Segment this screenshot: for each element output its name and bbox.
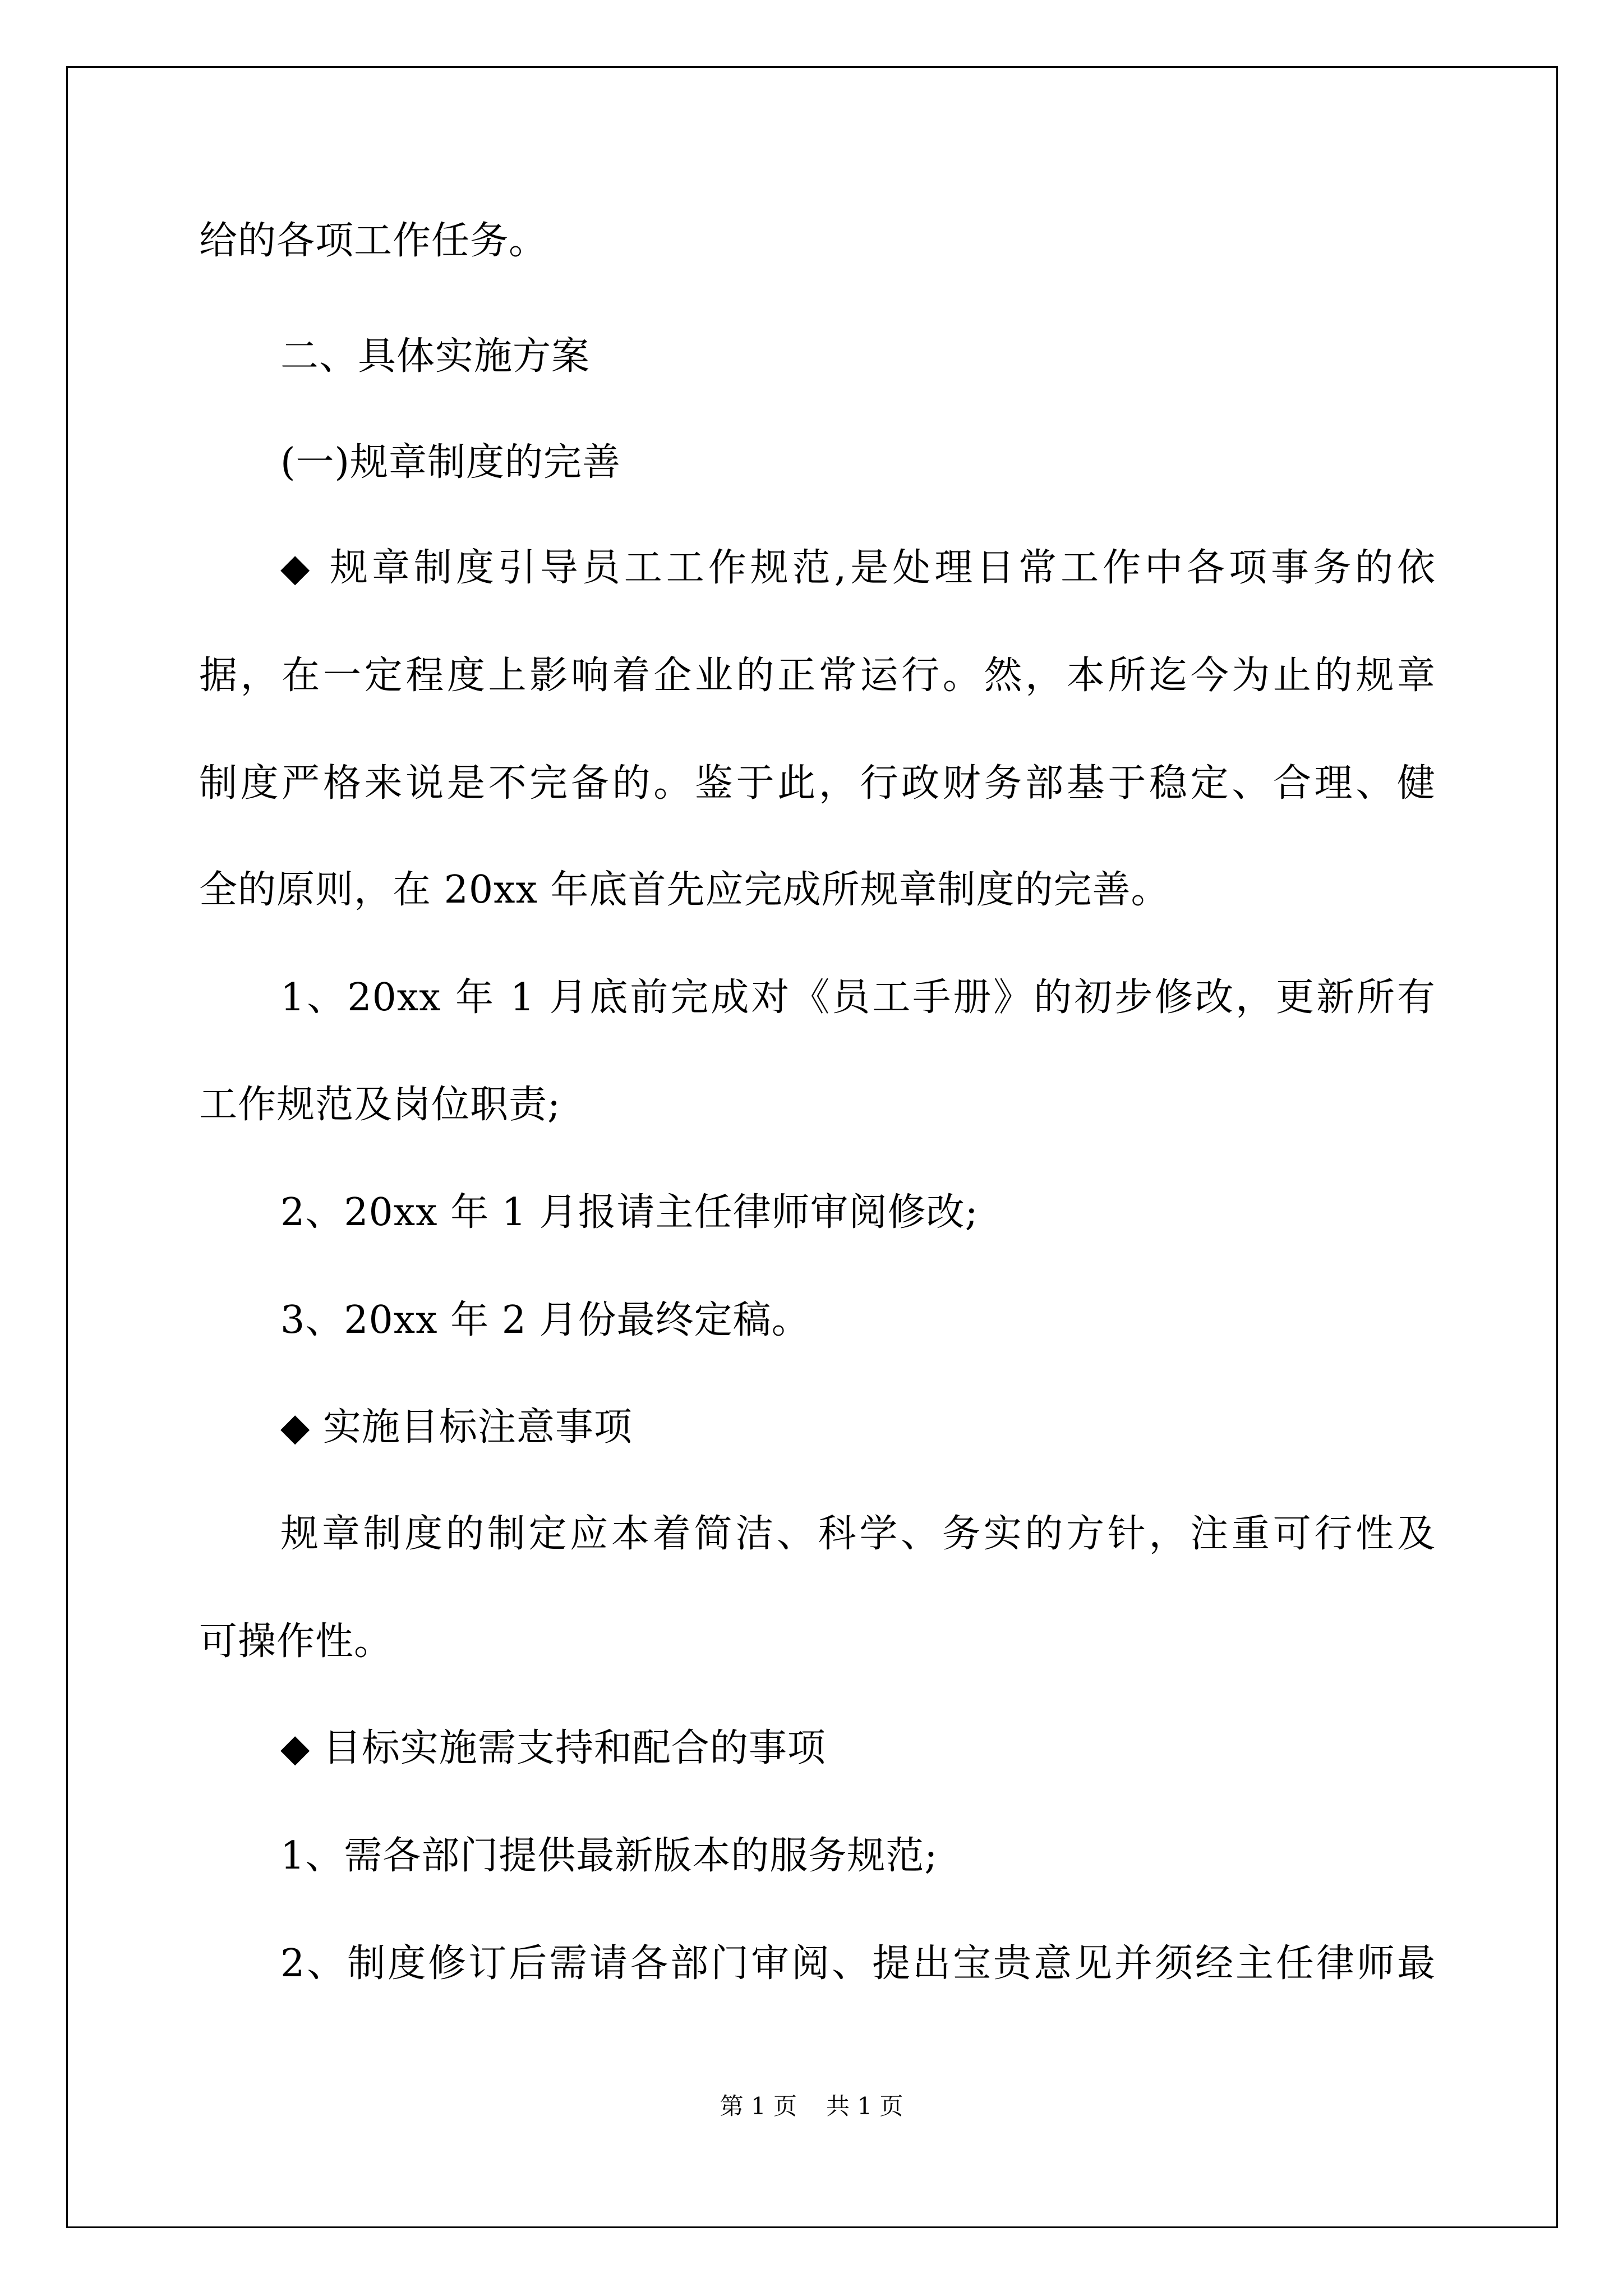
paragraph-line: 可操作性。 bbox=[199, 1619, 393, 1664]
list-item: 2、20xx 年 1 月报请主任律师审阅修改; bbox=[280, 1190, 979, 1235]
list-item: 2、制度修订后需请各部门审阅、提出宝贵意见并须经主任律师最 bbox=[280, 1941, 1436, 1986]
page-border bbox=[66, 66, 1558, 2228]
page-total: 共 1 页 bbox=[826, 2092, 903, 2120]
page-number: 第 1 页 bbox=[720, 2092, 797, 2120]
list-item: 1、20xx 年 1 月底前完成对《员工手册》的初步修改，更新所有 bbox=[280, 976, 1436, 1020]
paragraph-line: 制度严格来说是不完备的。鉴于此，行政财务部基于稳定、合理、健 bbox=[199, 761, 1436, 806]
paragraph-line: 工作规范及岗位职责; bbox=[199, 1083, 561, 1127]
paragraph-line: 给的各项工作任务。 bbox=[199, 219, 548, 263]
list-item: 3、20xx 年 2 月份最终定稿。 bbox=[280, 1298, 810, 1342]
bullet-heading: ◆ 目标实施需支持和配合的事项 bbox=[280, 1726, 826, 1770]
subsection-heading: (一)规章制度的完善 bbox=[280, 440, 621, 485]
paragraph-line: 全的原则，在 20xx 年底首先应完成所规章制度的完善。 bbox=[199, 868, 1170, 912]
page-footer bbox=[0, 2090, 1623, 2123]
list-item: 1、需各部门提供最新版本的服务规范; bbox=[280, 1834, 938, 1878]
paragraph-line: ◆ 规章制度引导员工工作规范,是处理日常工作中各项事务的依 bbox=[280, 546, 1436, 590]
paragraph-line: 规章制度的制定应本着简洁、科学、务实的方针，注重可行性及 bbox=[280, 1512, 1436, 1556]
bullet-heading: ◆ 实施目标注意事项 bbox=[280, 1405, 633, 1450]
section-heading: 二、具体实施方案 bbox=[280, 334, 591, 379]
paragraph-line: 据，在一定程度上影响着企业的正常运行。然，本所迄今为止的规章 bbox=[199, 654, 1436, 698]
